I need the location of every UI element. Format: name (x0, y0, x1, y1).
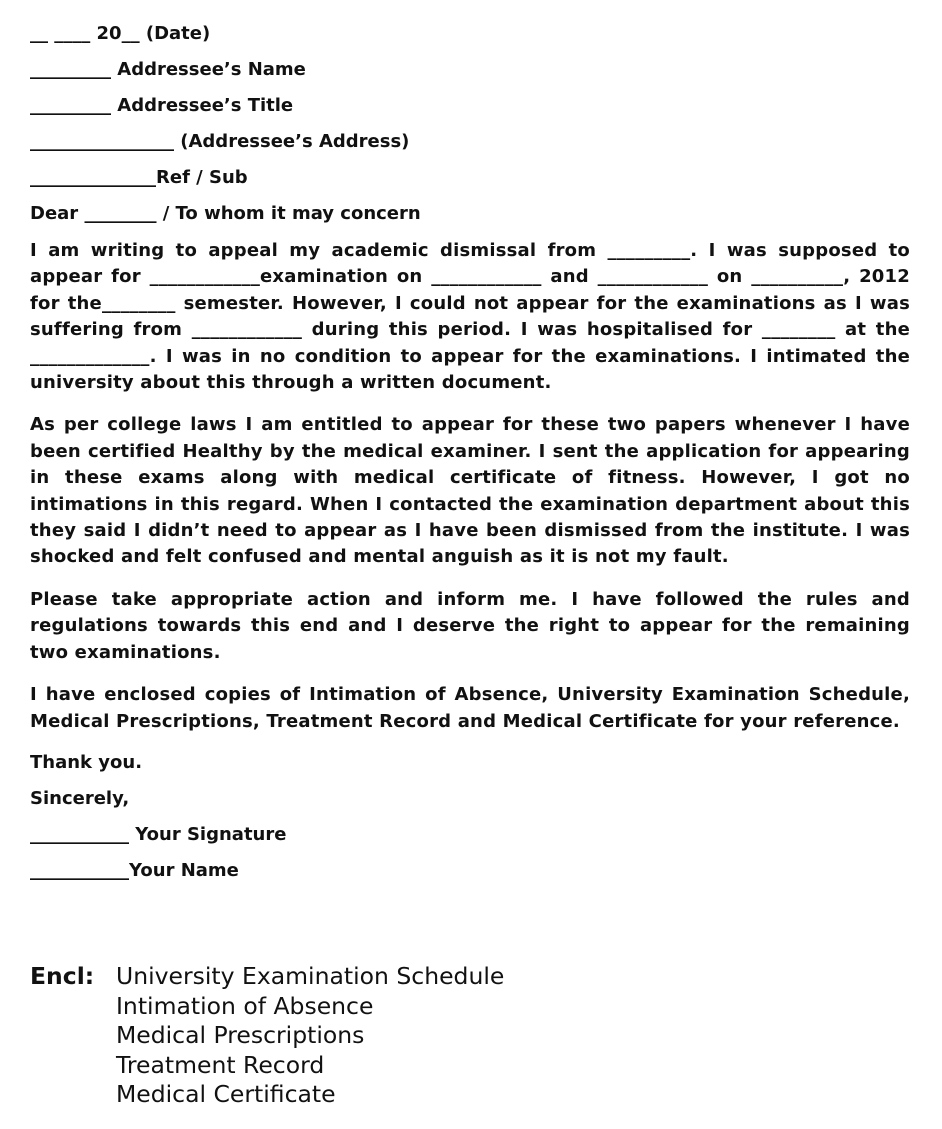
sincerely: Sincerely, (30, 787, 130, 809)
body-paragraph-1: I am writing to appeal my academic dismissal from _________. I was supposed to appear for ____________examination on ____________ and ____________ on __________, 2012 for the________ semester. However, I could not appear for the examinations as I was suffering from ____________ during this period. I was hospitalised for ________ at the _____________. I was in no condition to appear for the examinations. I intimated the university about this through a written document. (30, 240, 910, 394)
ref-sub-line: ______________Ref / Sub (30, 167, 248, 188)
enclosures-label: Encl: (30, 962, 95, 990)
enclosure-item: Medical Certificate (116, 1080, 336, 1108)
addressee-title-line: _________ Addressee’s Title (30, 95, 294, 116)
enclosure-item: Treatment Record (116, 1050, 325, 1079)
letter-document (30, 22, 910, 895)
enclosures-list (116, 962, 504, 1110)
date-line: __ ____ 20__ (Date) (30, 23, 211, 44)
addressee-name-line: _________ Addressee’s Name (30, 59, 306, 80)
signature-line: ___________ Your Signature (30, 823, 287, 845)
name-line: ___________Your Name (30, 859, 239, 881)
enclosure-item: Medical Prescriptions (116, 1021, 365, 1049)
enclosure-item: Intimation of Absence (116, 991, 374, 1020)
salutation: Dear ________ / To whom it may concern (30, 203, 421, 224)
enclosure-item: University Examination Schedule (116, 962, 505, 990)
addressee-address-line: ________________ (Addressee’s Address) (30, 131, 410, 152)
body-paragraph-2: As per college laws I am entitled to appear for these two papers whenever I have been certified Healthy by the medical examiner. I sent the application for appearing in these exams along with medical certificate of fitness. However, I got no intimations in this regard. When I contacted the examination department about this they said I didn’t need to appear as I have been dismissed from the institute. I was shocked and felt confused and mental anguish as it is not my fault. (30, 414, 910, 568)
body-paragraph-4: I have enclosed copies of Intimation of Absence, University Examination Schedule, Medical Prescriptions, Treatment Record and Medical Certificate for your reference. (30, 684, 910, 732)
body-paragraph-3: Please take appropriate action and inform me. I have followed the rules and regulations towards this end and I deserve the right to appear for the remaining two examinations. (30, 588, 910, 663)
thank-you: Thank you. (30, 751, 143, 773)
